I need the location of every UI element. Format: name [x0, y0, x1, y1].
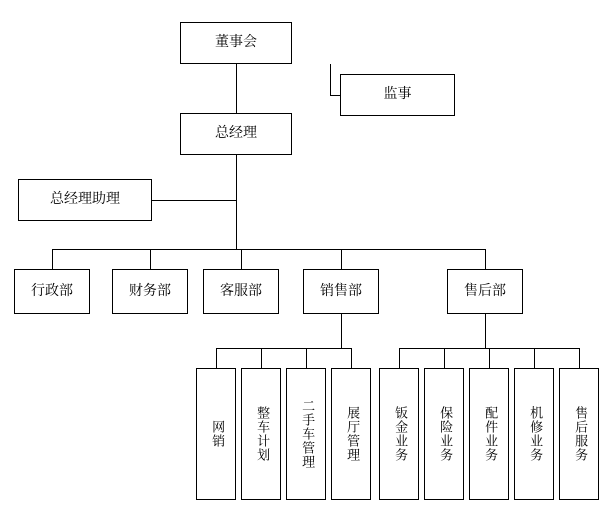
node-mechanical[interactable]: 机修业务	[514, 368, 554, 500]
node-finance[interactable]: 财务部	[112, 269, 188, 314]
node-supervisor[interactable]: 监事	[340, 74, 455, 116]
node-customer[interactable]: 客服部	[203, 269, 279, 314]
node-aftersales[interactable]: 售后部	[447, 269, 523, 314]
node-bodywork[interactable]: 钣金业务	[379, 368, 419, 500]
connector-gm-to-assistant	[152, 200, 236, 201]
node-showroom[interactable]: 展厅管理	[331, 368, 371, 500]
connector-bus-to-finance	[150, 249, 151, 269]
connector-bus-to-admin	[52, 249, 53, 269]
connector-bus-to-customer	[241, 249, 242, 269]
node-gm-assistant[interactable]: 总经理助理	[18, 179, 152, 221]
node-gm[interactable]: 总经理	[180, 113, 292, 155]
node-board[interactable]: 董事会	[180, 22, 292, 64]
connector-as-to-service	[579, 348, 580, 368]
connector-board-to-supervisor-h	[330, 95, 340, 96]
connector-sales-to-showroom	[351, 348, 352, 368]
connector-as-to-parts	[489, 348, 490, 368]
connector-board-to-supervisor-v	[330, 64, 331, 95]
node-sales[interactable]: 销售部	[303, 269, 379, 314]
connector-sales-to-online	[216, 348, 217, 368]
node-insurance[interactable]: 保险业务	[424, 368, 464, 500]
connector-bus-to-aftersales	[485, 249, 486, 269]
connector-as-to-insurance	[444, 348, 445, 368]
connector-dept-bus	[52, 249, 485, 250]
node-usedcar[interactable]: 二手车管理	[286, 368, 326, 500]
node-online[interactable]: 网销	[196, 368, 236, 500]
connector-gm-to-spine	[236, 155, 237, 249]
connector-sales-to-vehicleplan	[261, 348, 262, 368]
node-parts[interactable]: 配件业务	[469, 368, 509, 500]
connector-as-to-bodywork	[399, 348, 400, 368]
node-admin[interactable]: 行政部	[14, 269, 90, 314]
connector-sales-down	[341, 314, 342, 348]
connector-aftersales-down	[485, 314, 486, 348]
connector-bus-to-sales	[341, 249, 342, 269]
connector-sales-bus	[216, 348, 351, 349]
connector-board-to-gm	[236, 64, 237, 113]
node-vehicleplan[interactable]: 整车计划	[241, 368, 281, 500]
connector-as-to-mechanical	[534, 348, 535, 368]
node-service[interactable]: 售后服务	[559, 368, 599, 500]
connector-sales-to-usedcar	[306, 348, 307, 368]
